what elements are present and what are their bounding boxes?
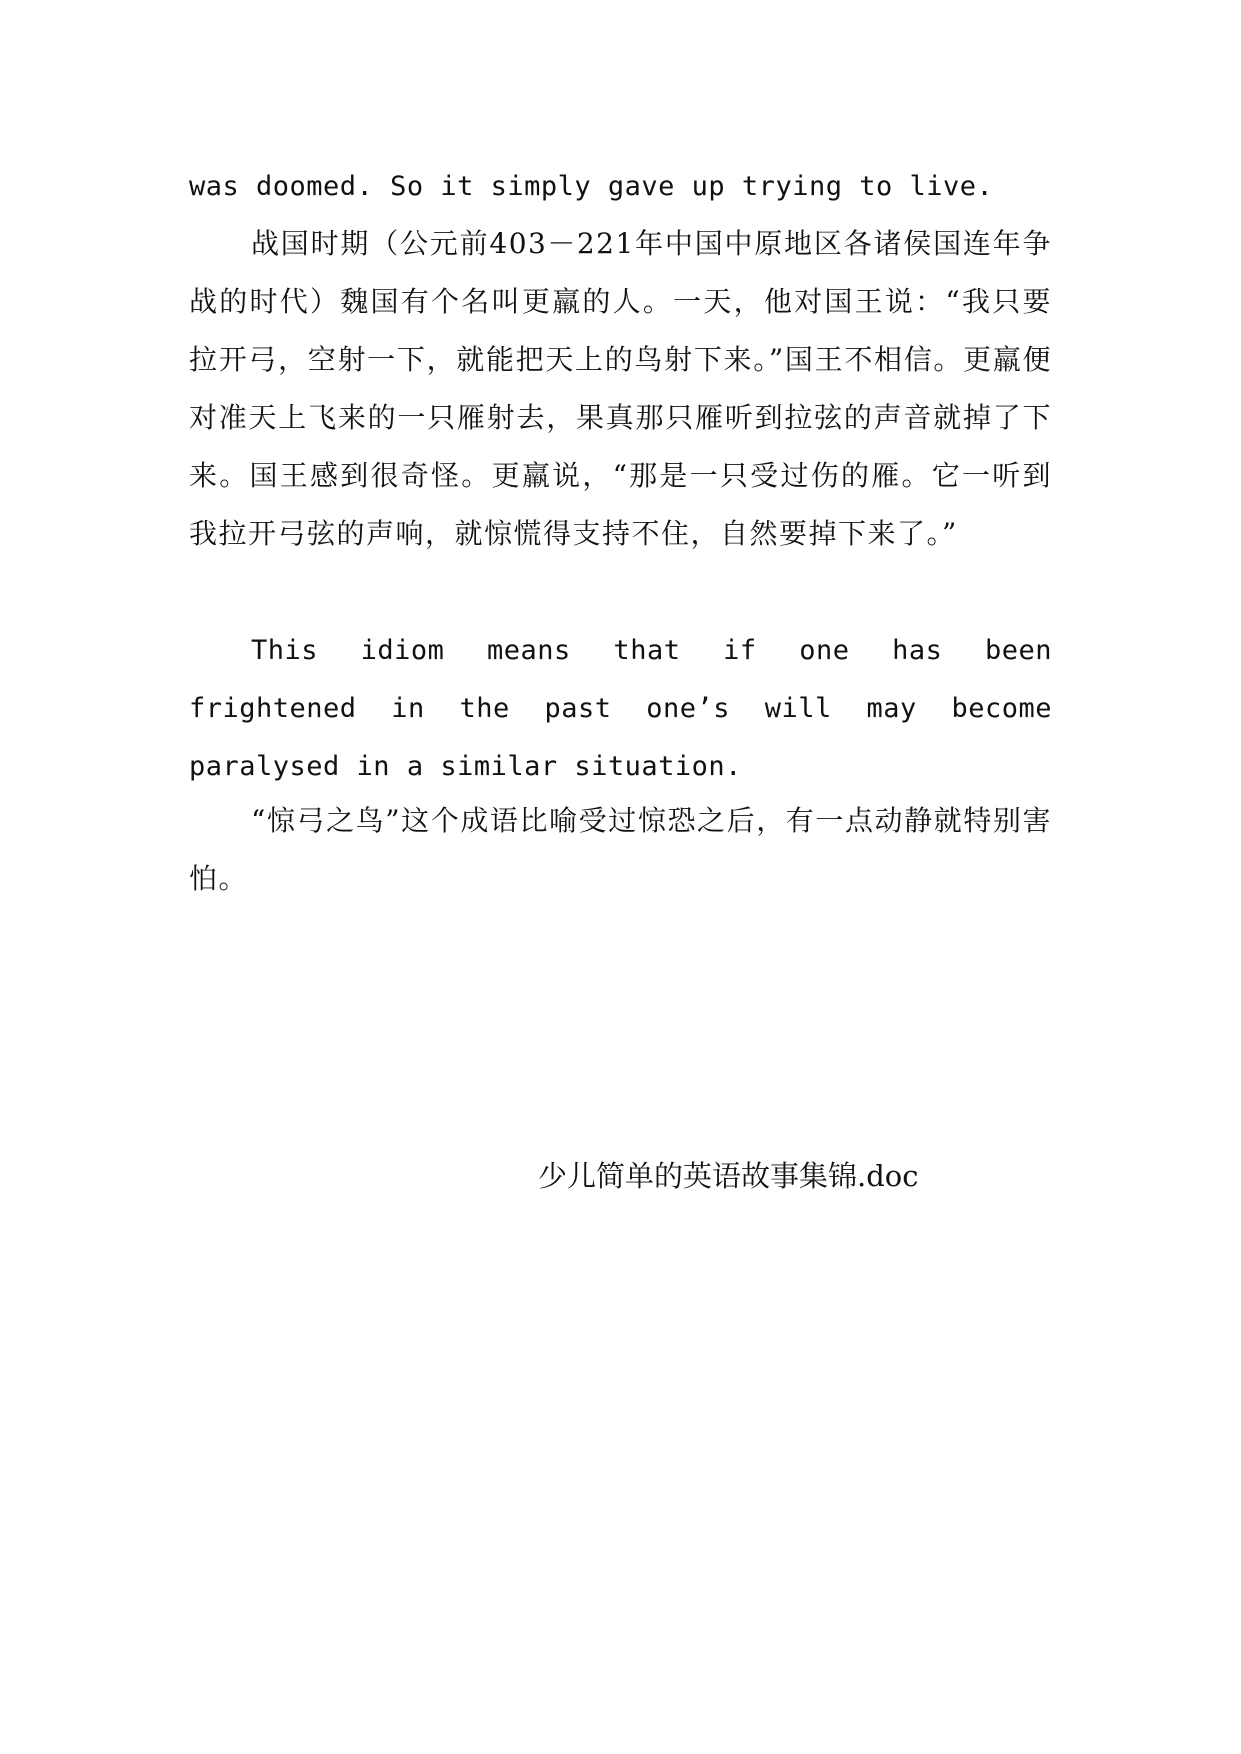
paragraph-chinese-idiom-meaning: “惊弓之鸟”这个成语比喻受过惊恐之后，有一点动静就特别害怕。: [189, 804, 1052, 895]
document-footer-filename: 少儿简单的英语故事集锦.doc: [538, 1159, 919, 1193]
paragraph-english-ending: was doomed. So it simply gave up trying to live.: [189, 171, 994, 202]
paragraph-english-idiom-meaning: This idiom means that if one has been frightened in the past one’s will may become paralysed in a similar situation.: [189, 635, 1052, 782]
paragraph-chinese-story: 战国时期（公元前403－221年中国中原地区各诸侯国连年争战的时代）魏国有个名叫更羸的人。一天，他对国王说：“我只要拉开弓，空射一下，就能把天上的鸟射下来。”国王不相信。更羸便对准天上飞来的一只雁射去，果真那只雁听到拉弦的声音就掉了下来。国王感到很奇怪。更羸说，“那是一只受过伤的雁。它一听到我拉开弓弦的声响，就惊慌得支持不住，自然要掉下来了。”: [189, 227, 1052, 550]
